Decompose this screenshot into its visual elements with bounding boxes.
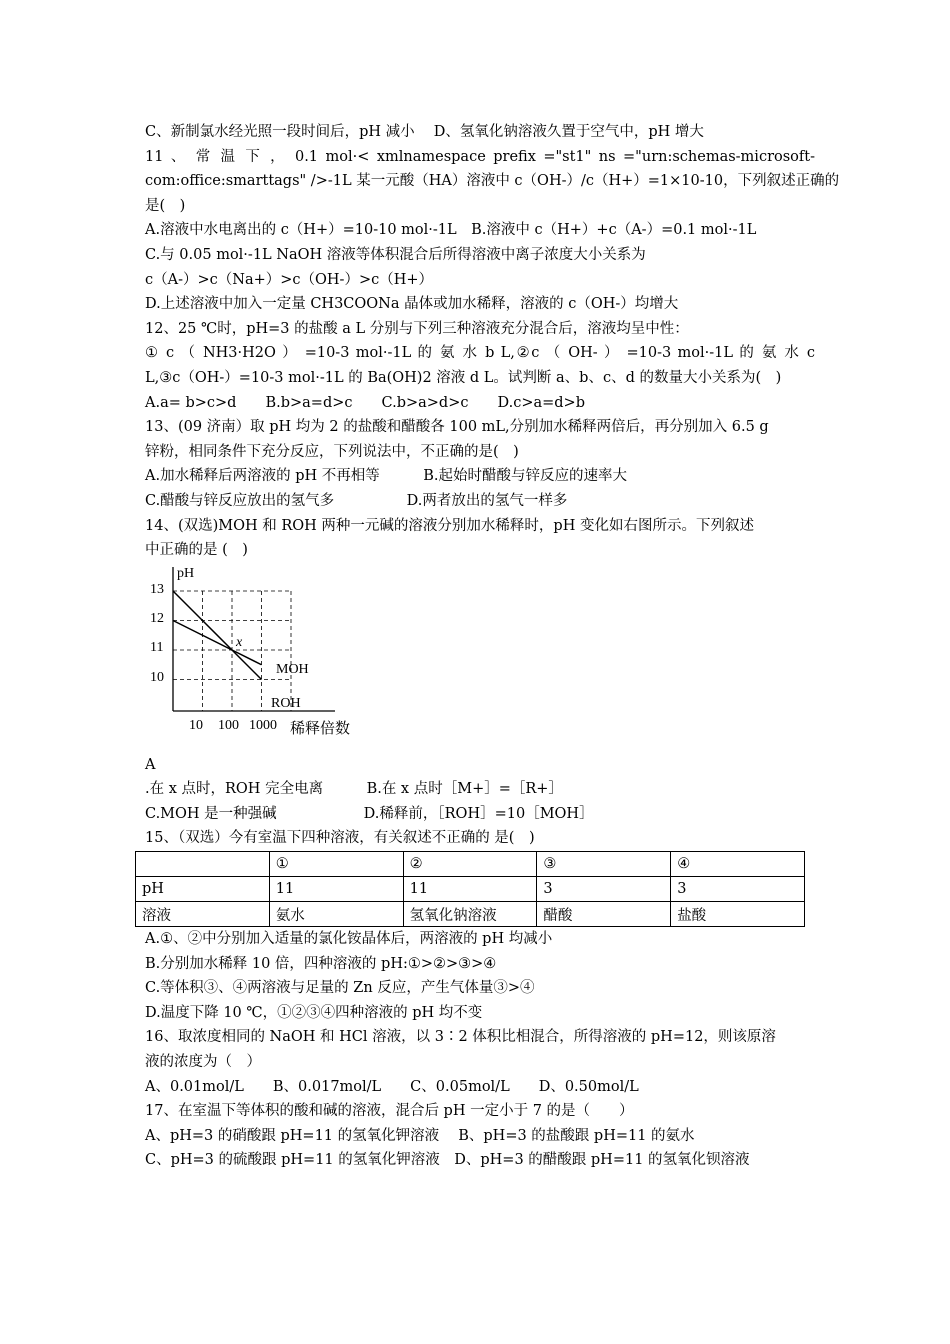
chart-axes [173,567,335,711]
table-row [136,852,805,877]
x-axis-label: 稀释倍数 [290,720,351,737]
series-line-moh [173,620,262,664]
text-line: 16、取浓度相同的 NaOH 和 HCl 溶液，以 3∶2 体积比相混合，所得溶液的 pH=12，则该原溶 [145,1029,776,1046]
chart-svg [145,563,375,741]
table-cell [136,852,270,877]
text-line: C.MOH 是一种强碱 D.稀释前，［ROH］=10［MOH］ [145,805,594,822]
text-line: A.a= b>c>d B.b>a=d>c C.b>a>d>c D.c>a=d>b [145,394,585,411]
text-line: A [145,756,156,773]
document-page [142,120,840,1173]
chart-series [173,591,262,680]
y-tick-label: 11 [150,639,164,655]
table-cell: ① [269,852,403,877]
table-cell: 11 [269,877,403,902]
text-line: D.上述溶液中加入一定量 CH3COONa 晶体或加水稀释，溶液的 c（OH-）均增大 [145,296,679,313]
table-cell: 醋酸 [537,902,671,927]
table-cell: 盐酸 [671,902,805,927]
text-line: L,③c（OH-）=10-3 mol·-1L 的 Ba(OH)2 溶液 d L。试判断 a、b、c、d 的数量大小关系为( ) [145,369,782,386]
table-cell: ④ [671,852,805,877]
question-block-top [145,120,840,563]
table-cell: 3 [671,877,805,902]
text-line: C、pH=3 的硫酸跟 pH=11 的氢氧化钾溶液 D、pH=3 的醋酸跟 pH=11 的氢氧化钡溶液 [145,1152,750,1169]
text-line: .在 x 点时，ROH 完全电离 B.在 x 点时［M+］=［R+］ [145,781,563,798]
table-cell: ③ [537,852,671,877]
question-block-mid [145,753,815,851]
text-line: C.与 0.05 mol·-1L NaOH 溶液等体积混合后所得溶液中离子浓度大小关系为 [145,246,646,263]
x-tick-label: 10 [189,717,203,733]
text-line: C.等体积③、④两溶液与足量的 Zn 反应，产生气体量③>④ [145,980,535,997]
series-label-roh: ROH [271,695,301,711]
table-row [136,877,805,902]
text-line: ① c （ NH3·H2O ） =10-3 mol·-1L 的 氨 水 b L,②c （ OH- ） =10-3 mol·-1L 的 氨 水 c [145,345,815,362]
text-line: 12、25 ℃时，pH=3 的盐酸 a L 分别与下列三种溶液充分混合后，溶液均呈中性： [145,320,689,337]
text-line: c（A-）>c（Na+）>c（OH-）>c（H+） [145,271,434,288]
text-line: 13、(09 济南）取 pH 均为 2 的盐酸和醋酸各 100 mL,分别加水稀释两倍后，再分别加入 6.5 g [145,419,769,436]
table-cell: ② [403,852,537,877]
x-tick-label: 1000 [249,717,277,733]
series-line-roh [173,591,262,680]
text-line: 11 、 常 温 下 ， 0.1 mol·< xmlnamespace prefix ="st1" ns ="urn:schemas-microsoft- [145,148,815,165]
text-line: com:office:smarttags" />-1L 某一元酸（HA）溶液中 c（OH-）/c（H+）=1×10-10，下列叙述正确的 [145,173,840,190]
table-cell: 11 [403,877,537,902]
text-line: A、pH=3 的硝酸跟 pH=11 的氢氧化钾溶液 B、pH=3 的盐酸跟 pH=11 的氨水 [145,1127,695,1144]
text-line: 液的浓度为（ ） [145,1054,261,1071]
table-cell: pH [136,877,270,902]
table-cell: 3 [537,877,671,902]
text-line: 中正确的是 ( ) [145,542,248,559]
text-line: A.①、②中分别加入适量的氯化铵晶体后，两溶液的 pH 均减小 [145,931,553,948]
text-line: 17、在室温下等体积的酸和碱的溶液，混合后 pH 一定小于 7 的是（ ） [145,1103,634,1120]
y-tick-label: 10 [150,669,164,685]
text-line: D.温度下降 10 ℃，①②③④四种溶液的 pH 均不变 [145,1004,483,1021]
table-cell: 氨水 [269,902,403,927]
x-tick-label: 100 [218,717,239,733]
text-line: A、0.01mol/L B、0.017mol/L C、0.05mol/L D、0.50mol/L [145,1078,639,1095]
table-row [136,902,805,927]
ph-dilution-chart [145,563,375,741]
solutions-table [135,851,805,927]
point-x-label: x [236,634,243,650]
text-line: A.加水稀释后两溶液的 pH 不再相等 B.起始时醋酸与锌反应的速率大 [145,468,627,485]
text-line: A.溶液中水电离出的 c（H+）=10-10 mol·-1L B.溶液中 c（H+）+c（A-）=0.1 mol·-1L [145,222,757,239]
text-line: 14、(双选)MOH 和 ROH 两种一元碱的溶液分别加水稀释时，pH 变化如右图所示。下列叙述 [145,517,754,534]
y-tick-label: 13 [150,581,164,597]
text-line: 是( ) [145,197,186,214]
table-cell: 溶液 [136,902,270,927]
text-line: B.分别加水稀释 10 倍，四种溶液的 pH:①>②>③>④ [145,955,497,972]
question-block-bottom [145,927,815,1173]
text-line: C、新制氯水经光照一段时间后，pH 减小 D、氢氧化钠溶液久置于空气中，pH 增大 [145,124,704,140]
y-tick-label: 12 [150,610,164,626]
series-label-moh: MOH [276,661,309,677]
table-cell: 氢氧化钠溶液 [403,902,537,927]
y-axis-label: pH [177,565,195,581]
text-line: 15、（双选）今有室温下四种溶液，有关叙述不正确的 是( ) [145,830,535,847]
text-line: C.醋酸与锌反应放出的氢气多 D.两者放出的氢气一样多 [145,492,568,509]
text-line: 锌粉，相同条件下充分反应，下列说法中，不正确的是( ) [145,443,519,460]
